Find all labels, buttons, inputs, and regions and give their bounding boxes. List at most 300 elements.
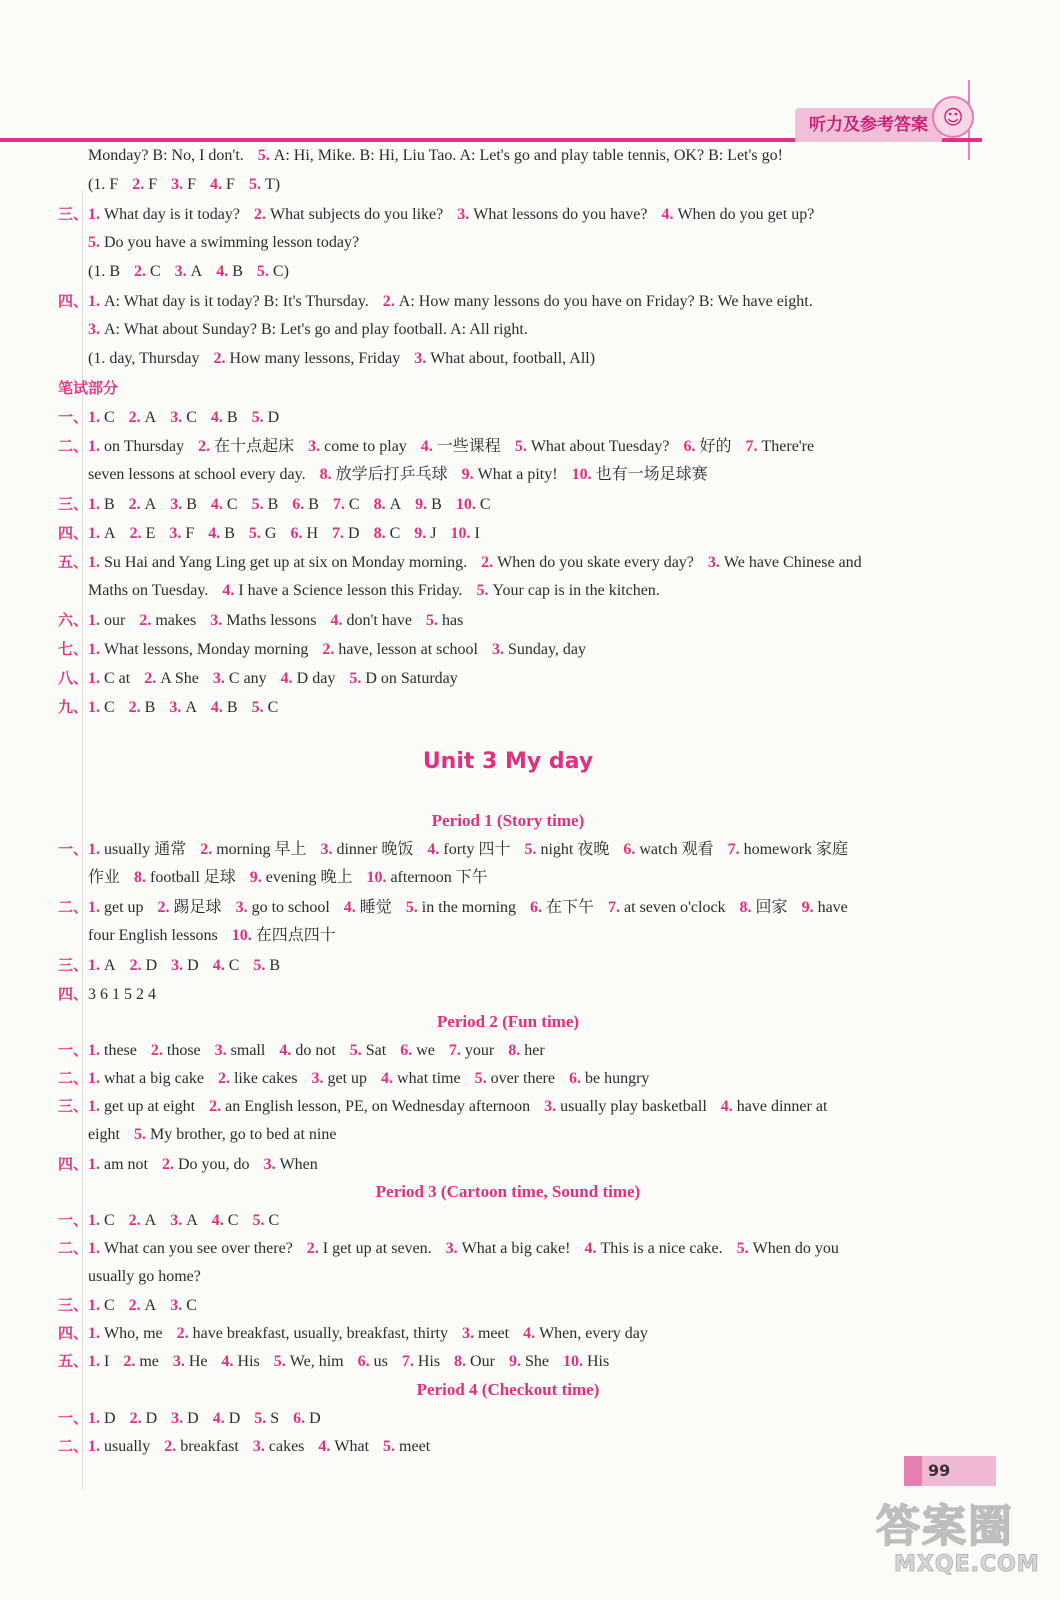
answer-text: have, lesson at school — [338, 641, 478, 658]
answer-item — [214, 350, 401, 367]
item-number: 1. — [88, 438, 100, 455]
item-number: 1. — [88, 1410, 100, 1427]
answer-text: What a pity! — [477, 466, 558, 483]
answer-item — [344, 899, 392, 916]
answer-item — [88, 1268, 201, 1285]
answer-item — [88, 1438, 150, 1455]
answer-item — [169, 699, 197, 716]
answer-item — [151, 1042, 201, 1059]
answer-item — [249, 176, 280, 193]
answer-text: C — [150, 263, 161, 280]
answer-item — [252, 1212, 279, 1229]
item-number: 2. — [128, 1212, 141, 1229]
answer-item — [88, 1297, 115, 1314]
answer-item — [281, 670, 336, 687]
item-number: 2. — [128, 1297, 141, 1314]
question-group-number: 三、 — [58, 495, 89, 513]
item-number: 8. — [319, 466, 332, 483]
answer-text: A — [144, 1297, 157, 1314]
answer-text: D — [187, 1410, 199, 1427]
answer-text: A: What day is it today? B: It's Thursday. — [104, 293, 369, 310]
item-number: 1. — [88, 1353, 100, 1370]
answer-text: Your cap is in the kitchen. — [492, 582, 660, 599]
answer-item — [88, 641, 308, 658]
answer-item — [129, 1297, 157, 1314]
item-number: 2. — [162, 1156, 174, 1173]
answer-text: C — [267, 699, 279, 716]
answer-item — [451, 525, 480, 542]
item-number: 2. — [129, 957, 142, 974]
answer-text: us — [373, 1353, 388, 1370]
answer-text: B — [104, 496, 115, 513]
answer-line — [58, 1064, 663, 1092]
item-number: 7. — [332, 496, 345, 513]
answer-text: What day is it today? — [104, 206, 240, 223]
answer-text: Our — [470, 1353, 495, 1370]
answer-text: D — [104, 1410, 116, 1427]
item-number: 2. — [200, 841, 213, 858]
answer-text: Maths lessons — [226, 612, 317, 629]
answer-item — [213, 670, 267, 687]
answer-item — [177, 1325, 448, 1342]
answer-text: have — [817, 899, 848, 916]
answer-item — [322, 641, 478, 658]
answer-item — [88, 234, 359, 251]
answer-line — [58, 1347, 623, 1375]
answer-item — [88, 670, 130, 687]
answer-item — [274, 1353, 344, 1370]
answer-item — [88, 1240, 293, 1257]
answer-text: D — [187, 957, 199, 974]
item-number: 5. — [251, 409, 264, 426]
item-number: 3. — [414, 350, 427, 367]
answer-text: afternoon 下午 — [390, 869, 488, 886]
answer-text: Do you have a swimming lesson today? — [104, 234, 360, 251]
answer-item — [171, 1410, 199, 1427]
answer-text: be hungry — [584, 1070, 650, 1087]
answer-line — [58, 951, 294, 979]
item-number: 2. — [157, 899, 170, 916]
answer-text: A — [144, 1212, 157, 1229]
answer-text: Su Hai and Yang Ling get up at six on Monday morning. — [104, 554, 468, 571]
answer-text: We have Chinese and — [723, 554, 862, 571]
item-number: 5. — [254, 1410, 267, 1427]
answer-item — [402, 1353, 440, 1370]
answer-item — [308, 438, 407, 455]
answer-text: J — [430, 525, 437, 542]
answer-text: don't have — [346, 612, 412, 629]
answer-text: at seven o'clock — [624, 899, 726, 916]
answer-text: C — [104, 409, 115, 426]
item-number: 1. — [88, 554, 100, 571]
answer-text: When do you skate every day? — [497, 554, 694, 571]
answer-item — [427, 841, 510, 858]
answer-item — [88, 1353, 109, 1370]
answer-line — [88, 316, 542, 344]
answer-text: A: How many lessons do you have on Friday? B: We have eight. — [398, 293, 813, 310]
item-number: 3. — [707, 554, 720, 571]
answer-text: C — [226, 496, 238, 513]
answer-text: (1. F — [88, 176, 119, 193]
item-number: 5. — [405, 899, 418, 916]
item-number: 4. — [318, 1438, 331, 1455]
answer-item — [279, 1042, 335, 1059]
answer-text: night 夜晚 — [540, 841, 610, 858]
item-number: 4. — [221, 1353, 234, 1370]
answer-item — [258, 147, 783, 164]
item-number: 3. — [457, 206, 470, 223]
answer-item — [253, 957, 280, 974]
item-number: 10. — [231, 927, 252, 944]
item-number: 1. — [88, 841, 100, 858]
answer-item — [457, 206, 647, 223]
answer-line — [58, 519, 494, 547]
answer-item — [134, 869, 236, 886]
answer-text: How many lessons, Friday — [229, 350, 401, 367]
answer-text: A — [190, 263, 203, 280]
answer-item — [222, 582, 462, 599]
item-number: 2. — [123, 1353, 136, 1370]
answer-item — [623, 841, 713, 858]
period-heading: Period 1 (Story time) — [431, 811, 585, 830]
answer-text: C — [348, 496, 360, 513]
answer-text: small — [230, 1042, 266, 1059]
answer-item — [320, 841, 413, 858]
item-number: 3. — [544, 1098, 557, 1115]
item-number: 5. — [252, 1212, 265, 1229]
answer-item — [88, 409, 115, 426]
answer-item — [88, 1098, 195, 1115]
item-number: 5. — [256, 263, 269, 280]
answer-item — [530, 899, 594, 916]
item-number: 8. — [134, 869, 147, 886]
item-number: 5. — [248, 176, 261, 193]
answer-text: C any — [228, 670, 267, 687]
answer-item — [318, 1438, 369, 1455]
answer-item — [129, 699, 156, 716]
question-group-number: 七、 — [58, 640, 89, 658]
answer-item — [290, 525, 318, 542]
period-heading: Period 4 (Checkout time) — [416, 1380, 600, 1399]
answer-item — [170, 409, 197, 426]
header-title-tab: 听力及参考答案 — [795, 108, 942, 142]
answer-text: football 足球 — [150, 869, 236, 886]
answer-text: have breakfast, usually, breakfast, thirty — [192, 1325, 448, 1342]
answer-text: B — [308, 496, 319, 513]
item-number: 1. — [88, 1438, 100, 1455]
item-number: 3. — [308, 438, 321, 455]
item-number: 4. — [661, 206, 674, 223]
item-number: 1. — [88, 699, 100, 716]
item-number: 7. — [608, 899, 621, 916]
answer-text: these — [104, 1042, 137, 1059]
item-number: 4. — [280, 670, 293, 687]
answer-line — [58, 835, 862, 863]
answer-text: What about Tuesday? — [530, 438, 670, 455]
item-number: 3. — [174, 263, 187, 280]
item-number: 8. — [373, 525, 386, 542]
answer-text: What can you see over there? — [104, 1240, 293, 1257]
item-number: 2. — [144, 670, 157, 687]
answer-item — [88, 438, 184, 455]
question-group-number: 一、 — [58, 840, 89, 858]
answer-text: 一些课程 — [436, 438, 501, 455]
answer-line — [58, 1206, 293, 1234]
answer-item — [222, 1353, 260, 1370]
item-number: 3. — [445, 1240, 458, 1257]
answer-item — [721, 1098, 828, 1115]
answer-text: 踢足球 — [173, 899, 222, 916]
question-group-number: 二、 — [58, 1437, 89, 1455]
item-number: 10. — [450, 525, 471, 542]
question-group-number: 四、 — [58, 292, 89, 310]
item-number: 2. — [128, 699, 141, 716]
answer-item — [383, 293, 813, 310]
answer-item — [683, 438, 731, 455]
item-number: 4. — [381, 1070, 394, 1087]
item-number: 5. — [383, 1438, 396, 1455]
answer-item — [170, 1212, 198, 1229]
answer-text: get up — [327, 1070, 368, 1087]
answer-text: C — [104, 1212, 115, 1229]
smiley-icon: ☺ — [932, 96, 974, 138]
answer-text: A — [186, 1212, 198, 1229]
answer-item — [492, 641, 586, 658]
answer-text: Sunday, day — [507, 641, 587, 658]
item-number: 2. — [164, 1438, 177, 1455]
answer-line — [58, 200, 828, 228]
question-group-number: 一、 — [58, 408, 89, 426]
question-group-number: 八、 — [58, 669, 89, 687]
section-written-label: 笔试部分 — [58, 379, 119, 397]
question-group-number: 五、 — [58, 1352, 89, 1370]
item-number: 3. — [169, 525, 182, 542]
answer-text: get up — [104, 899, 144, 916]
item-number: 4. — [420, 438, 433, 455]
answer-item — [350, 1042, 386, 1059]
answer-text: D on Saturday — [365, 670, 458, 687]
item-number: 3. — [169, 699, 182, 716]
answer-text: C — [227, 1212, 239, 1229]
question-group-number: 三、 — [58, 1097, 89, 1115]
item-number: 3. — [491, 641, 504, 658]
answer-text: breakfast — [180, 1438, 239, 1455]
answer-text: When — [279, 1156, 318, 1173]
answer-item — [320, 466, 448, 483]
item-number: 8. — [454, 1353, 467, 1370]
answer-text: B — [144, 699, 156, 716]
answer-item — [88, 554, 467, 571]
answer-item — [212, 1212, 239, 1229]
answer-text: A — [144, 496, 157, 513]
item-number: 1. — [88, 1212, 100, 1229]
answer-item — [253, 1438, 305, 1455]
answer-item — [123, 1353, 159, 1370]
answer-text: four English lessons — [88, 927, 218, 944]
item-number: 3. — [210, 612, 223, 629]
answer-text: your — [464, 1042, 495, 1059]
item-number: 9. — [414, 525, 427, 542]
answer-item — [88, 147, 244, 164]
watermark-url: MXQE.COM — [894, 1552, 1040, 1577]
answer-text: usually go home? — [88, 1268, 201, 1285]
answer-text: (1. B — [88, 263, 120, 280]
answer-text: What a big cake! — [461, 1240, 571, 1257]
item-number: 3. — [235, 899, 248, 916]
answer-item — [332, 525, 360, 542]
answer-item — [449, 1042, 494, 1059]
answer-text: over there — [490, 1070, 555, 1087]
answer-text: A: Hi, Mike. B: Hi, Liu Tao. A: Let's go and play table tennis, OK? B: Let's go! — [273, 147, 783, 164]
question-group-number: 三、 — [58, 1296, 89, 1314]
answer-item — [88, 206, 240, 223]
answer-item — [88, 176, 118, 193]
item-number: 3. — [170, 1212, 183, 1229]
item-number: 9. — [508, 1353, 521, 1370]
answer-item — [475, 1070, 555, 1087]
item-number: 1. — [88, 612, 100, 629]
item-number: 5. — [253, 957, 266, 974]
item-number: 6. — [623, 841, 636, 858]
answer-item — [421, 438, 501, 455]
answer-text: our — [104, 612, 126, 629]
answer-text: D day — [296, 670, 336, 687]
answer-text: What lessons do you have? — [473, 206, 648, 223]
answer-line — [58, 548, 876, 576]
item-number: 5. — [736, 1240, 749, 1257]
answer-item — [208, 525, 235, 542]
answer-text: A She — [160, 670, 199, 687]
item-number: 2. — [213, 350, 226, 367]
item-number: 1. — [88, 641, 100, 658]
period-heading: Period 2 (Fun time) — [436, 1012, 580, 1031]
item-number: 1. — [88, 1042, 100, 1059]
item-number: 2. — [134, 263, 146, 280]
answer-item — [88, 869, 120, 886]
answer-text: D — [267, 409, 280, 426]
watermark-text: 答案圈 — [876, 1501, 1014, 1552]
item-number: 7. — [401, 1353, 414, 1370]
answer-item — [88, 1325, 163, 1342]
answer-text: in the morning — [421, 899, 517, 916]
question-group-number: 四、 — [58, 1155, 89, 1173]
answer-item — [88, 899, 144, 916]
answer-item — [129, 1212, 157, 1229]
answer-text: her — [524, 1042, 545, 1059]
answer-item — [608, 899, 726, 916]
page-number-tab — [904, 1456, 996, 1486]
answer-text: There're — [761, 438, 815, 455]
answer-item — [740, 899, 788, 916]
answer-item — [254, 206, 443, 223]
answer-text: When do you — [752, 1240, 839, 1257]
answer-item — [169, 525, 194, 542]
answer-item — [88, 263, 120, 280]
answer-text: 作业 — [88, 869, 121, 886]
answer-text: D — [145, 957, 158, 974]
answer-item — [292, 496, 319, 513]
answer-item — [456, 496, 491, 513]
answer-line — [58, 287, 827, 315]
answer-text: We, him — [289, 1353, 344, 1370]
answer-item — [414, 525, 436, 542]
item-number: 6. — [400, 1042, 413, 1059]
answer-item — [211, 699, 238, 716]
answer-text: G — [264, 525, 277, 542]
answer-line — [58, 403, 293, 431]
item-number: 5. — [251, 496, 264, 513]
answer-text: A — [144, 409, 157, 426]
answer-line — [58, 893, 862, 921]
answer-line — [88, 258, 303, 286]
item-number: 6. — [357, 1353, 370, 1370]
item-number: 1. — [88, 496, 100, 513]
answer-item — [88, 1126, 120, 1143]
item-number: 2. — [150, 1042, 163, 1059]
item-number: 4. — [212, 957, 225, 974]
answer-text: What lessons, Monday morning — [104, 641, 309, 658]
answer-line — [88, 229, 373, 257]
answer-text: on Thursday — [104, 438, 185, 455]
item-number: 5. — [257, 147, 270, 164]
item-number: 2. — [253, 206, 266, 223]
answer-text: we — [416, 1042, 435, 1059]
answer-text: D — [348, 525, 360, 542]
question-group-number: 四、 — [58, 524, 89, 542]
answer-text: 3 6 1 5 2 4 — [88, 986, 156, 1003]
item-number: 5. — [514, 438, 527, 455]
answer-item — [515, 438, 670, 455]
answer-item — [200, 841, 306, 858]
answer-line — [58, 1092, 841, 1120]
answer-text: do not — [295, 1042, 336, 1059]
item-number: 5. — [425, 612, 438, 629]
item-number: 1. — [88, 1325, 100, 1342]
item-number: 5. — [349, 670, 362, 687]
answer-item — [252, 699, 279, 716]
item-number: 1. — [88, 1070, 100, 1087]
item-number: 4. — [222, 582, 235, 599]
answer-item — [454, 1353, 495, 1370]
answer-item — [358, 1353, 388, 1370]
answer-item — [477, 582, 660, 599]
answer-text: He — [188, 1353, 208, 1370]
answer-text: come to play — [324, 438, 407, 455]
answer-item — [509, 1353, 549, 1370]
answer-item — [88, 927, 218, 944]
answer-item — [381, 1070, 461, 1087]
answer-line — [58, 1319, 662, 1347]
item-number: 4. — [212, 1410, 225, 1427]
item-number: 3. — [171, 176, 184, 193]
answer-item — [366, 869, 487, 886]
answer-text: usually play basketball — [560, 1098, 707, 1115]
question-group-number: 二、 — [58, 1069, 89, 1087]
answer-item — [661, 206, 814, 223]
item-number: 5. — [134, 1126, 146, 1143]
answer-item — [254, 1410, 279, 1427]
item-number: 3. — [212, 670, 225, 687]
answer-text: Maths on Tuesday. — [88, 582, 209, 599]
answer-item — [572, 466, 708, 483]
answer-line — [58, 1291, 211, 1319]
answer-text: meet — [399, 1438, 431, 1455]
answer-item — [544, 1098, 707, 1115]
answer-line — [88, 345, 609, 373]
answer-item — [88, 1212, 115, 1229]
item-number: 6. — [292, 496, 305, 513]
answer-text: eight — [88, 1126, 120, 1143]
